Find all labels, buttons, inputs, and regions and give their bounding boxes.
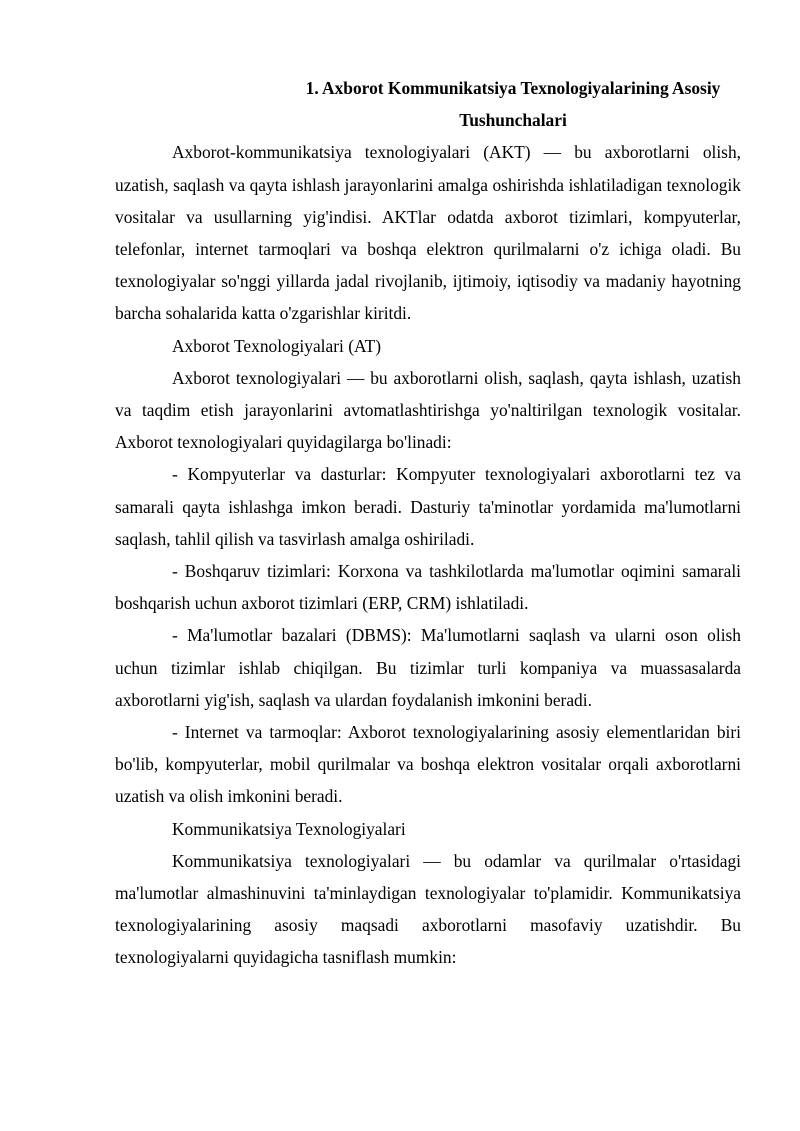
page-title: 1. Axborot Kommunikatsiya Texnologiyalarining Asosiy Tushunchalari <box>305 78 721 131</box>
section-heading-communication: Kommunikatsiya Texnologiyalari <box>172 818 406 839</box>
list-item-management-systems: - Boshqaruv tizimlari: Korxona va tashkilotlarda ma'lumotlar oqimini samarali boshqarish uchun axborot tizimlari (ERP, CRM) ishlatiladi. <box>115 561 741 614</box>
document-page <box>115 72 741 974</box>
paragraph-akt-definition: Axborot-kommunikatsiya texnologiyalari (AKT) — bu axborotlarni olish, uzatish, saqlash va qayta ishlash jarayonlarini amalga oshirishda ishlatiladigan texnologik vositalar va usullarning yig'indisi. AKTlar odatda axborot tizimlari, kompyuterlar, telefonlar, internet tarmoqlari va boshqa elektron qurilmalarni o'z ichiga oladi. Bu texnologiyalar so'nggi yillarda jadal rivojlanib, ijtimoiy, iqtisodiy va madaniy hayotning barcha sohalarida katta o'zgarishlar kiritdi. <box>115 142 741 324</box>
list-item-computers: - Kompyuterlar va dasturlar: Kompyuter texnologiyalari axborotlarni tez va samarali qayta ishlashga imkon beradi. Dasturiy ta'minotlar yordamida ma'lumotlarni saqlash, tahlil qilish va tasvirlash amalga oshiriladi. <box>115 464 741 549</box>
list-item-databases: - Ma'lumotlar bazalari (DBMS): Ma'lumotlarni saqlash va ularni oson olish uchun tizimlar ishlab chiqilgan. Bu tizimlar turli kompaniya va muassasalarda axborotlarni yig'ish, saqlash va ulardan foydalanish imkonini beradi. <box>115 625 741 710</box>
paragraph-at-definition: Axborot texnologiyalari — bu axborotlarni olish, saqlash, qayta ishlash, uzatish va taqdim etish jarayonlarini avtomatlashtirishga yo'naltirilgan texnologik vositalar. Axborot texnologiyalari quyidagilarga bo'linadi: <box>115 367 741 453</box>
paragraph-communication-definition: Kommunikatsiya texnologiyalari — bu odamlar va qurilmalar o'rtasidagi ma'lumotlar almashinuvini ta'minlaydigan texnologiyalar to'plamidir. Kommunikatsiya texnologiyalarining asosiy maqsadi axborotlarni masofaviy uzatishdir. Bu texnologiyalarni quyidagicha tasniflash mumkin: <box>115 850 741 968</box>
list-item-internet: - Internet va tarmoqlar: Axborot texnologiyalarining asosiy elementlaridan biri bo'lib, kompyuterlar, mobil qurilmalar va boshqa elektron vositalar orqali axborotlarni uzatish va olish imkonini beradi. <box>115 722 741 807</box>
section-heading-at: Axborot Texnologiyalari (AT) <box>172 335 382 356</box>
